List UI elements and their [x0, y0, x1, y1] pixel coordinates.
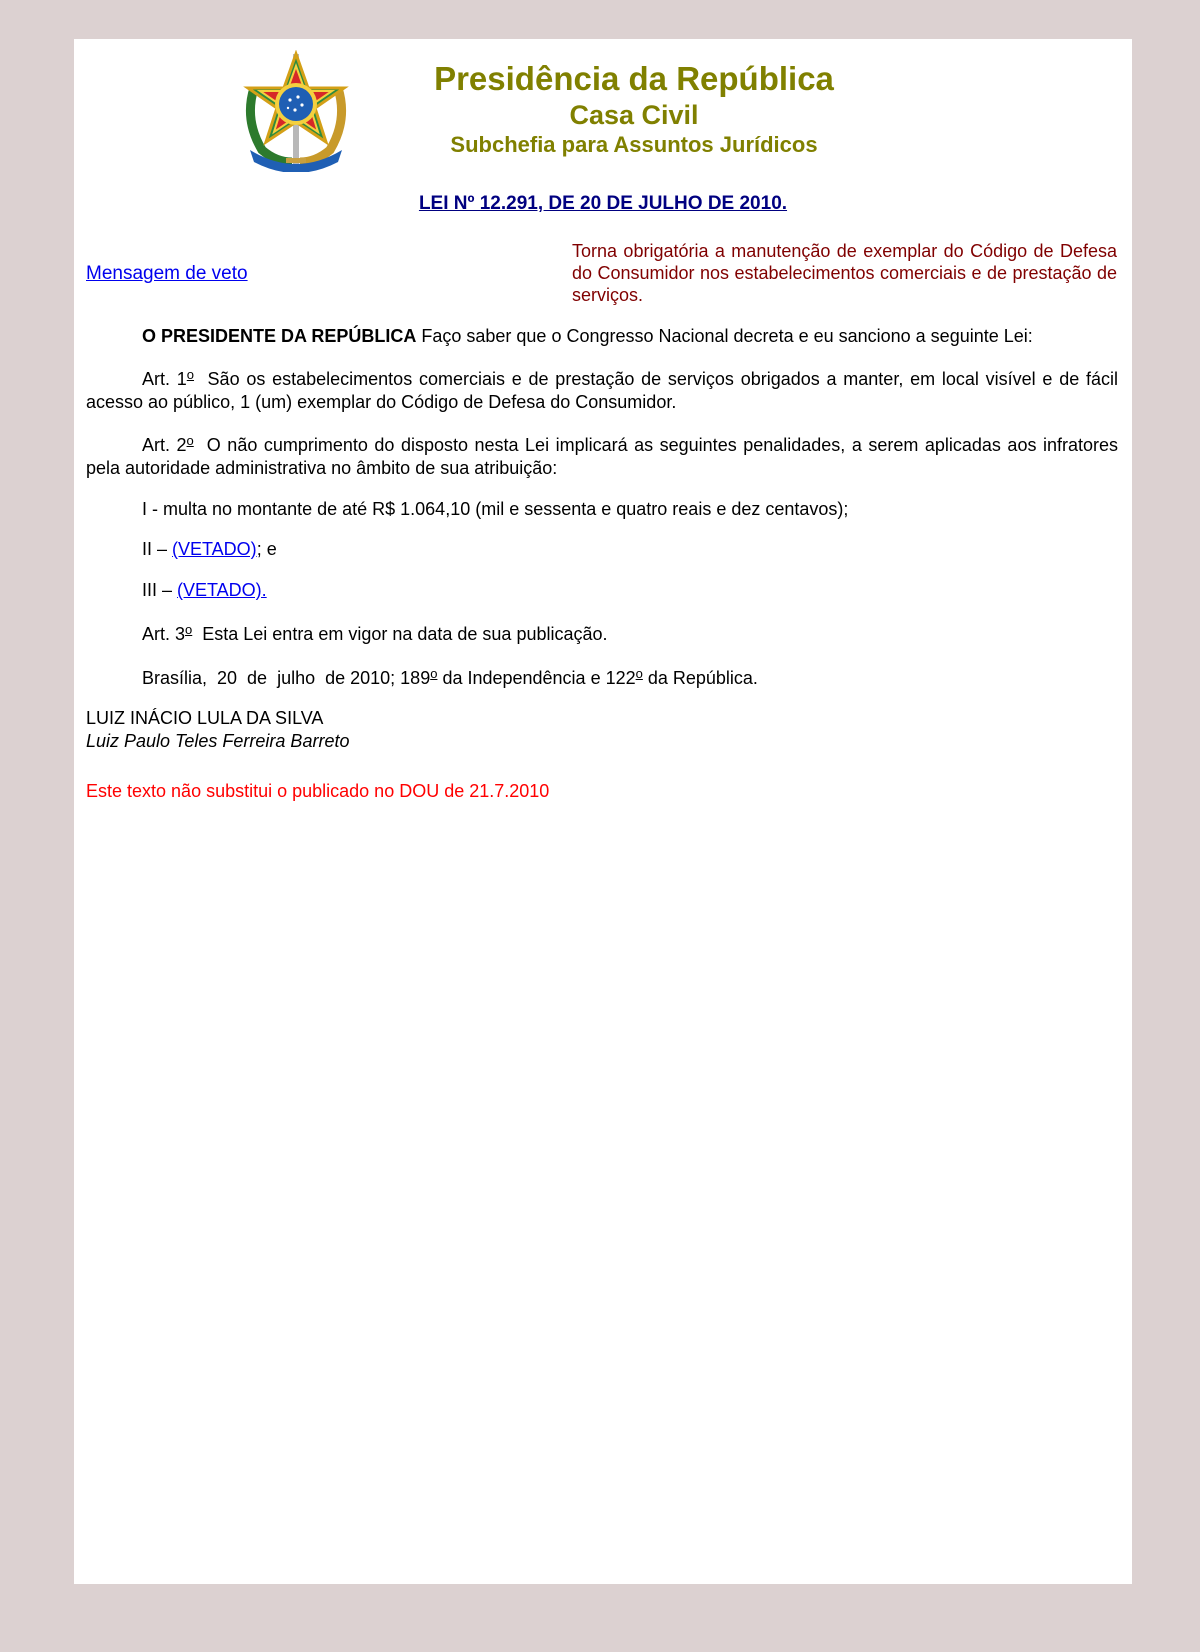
header-subtitle: Casa Civil: [569, 100, 699, 130]
inciso-3: [86, 579, 1118, 602]
inciso-2-prefix: II –: [142, 539, 173, 559]
disclaimer: Este texto não substitui o publicado no DOU de 21.7.2010: [86, 781, 550, 801]
article-3: [86, 623, 1118, 646]
article-2: [86, 433, 1124, 480]
preamble: [86, 325, 1118, 348]
closing-ordinal-2: o: [635, 666, 643, 681]
closing-part-1: Brasília, 20 de julho de 2010; 189: [142, 668, 431, 688]
article-3-ordinal: o: [185, 622, 193, 637]
inciso-3-prefix: III –: [142, 580, 178, 600]
article-2-label: Art. 2: [142, 435, 187, 455]
inciso-2-veto-link[interactable]: (VETADO): [172, 539, 257, 559]
article-1: [86, 367, 1124, 414]
header: [74, 39, 1132, 179]
inciso-2: [86, 538, 1118, 561]
article-1-text: São os estabelecimentos comerciais e de prestação de serviços obrigados a manter, em local visível e de fácil acesso ao público, 1 (um) exemplar do Código de Defesa do Consumidor.: [86, 369, 1124, 412]
header-department: Subchefia para Assuntos Jurídicos: [450, 132, 818, 157]
closing-part-2: da Independência e 122: [437, 668, 636, 688]
signature-president: LUIZ INÁCIO LULA DA SILVA: [86, 708, 324, 728]
header-titles: [384, 59, 884, 159]
law-title[interactable]: LEI Nº 12.291, DE 20 DE JULHO DE 2010.: [418, 193, 788, 214]
law-body: [86, 325, 1124, 803]
inciso-1: I - multa no montante de até R$ 1.064,10 (mil e sessenta e quatro reais e dez centavos);: [142, 499, 849, 519]
article-3-label: Art. 3: [142, 624, 186, 644]
header-title: Presidência da República: [434, 60, 834, 97]
preamble-text: Faço saber que o Congresso Nacional decreta e eu sanciono a seguinte Lei:: [416, 326, 1033, 346]
closing-ordinal-1: o: [430, 666, 438, 681]
closing-date: [86, 667, 1118, 690]
article-2-ordinal: o: [186, 433, 194, 448]
ementa: Torna obrigatória a manutenção de exemplar do Código de Defesa do Consumidor nos estabelecimentos comerciais e de prestação de serviços.: [572, 241, 1117, 305]
signature-minister: Luiz Paulo Teles Ferreira Barreto: [86, 731, 350, 751]
preamble-bold: O PRESIDENTE DA REPÚBLICA: [142, 326, 417, 346]
inciso-2-suffix: ; e: [256, 539, 277, 559]
veto-message-link[interactable]: Mensagem de veto: [86, 263, 248, 284]
closing-part-3: da República.: [642, 668, 758, 688]
document-page: [74, 39, 1132, 1584]
article-1-ordinal: o: [186, 367, 195, 382]
article-1-label: Art. 1: [142, 369, 187, 389]
article-2-text: O não cumprimento do disposto nesta Lei implicará as seguintes penalidades, a serem aplicadas aos infratores pela autoridade administrativa no âmbito de sua atribuição:: [86, 435, 1124, 478]
article-3-text: Esta Lei entra em vigor na data de sua publicação.: [192, 624, 608, 644]
inciso-3-veto-link[interactable]: (VETADO).: [177, 580, 267, 600]
coat-of-arms-logo: [240, 50, 352, 172]
